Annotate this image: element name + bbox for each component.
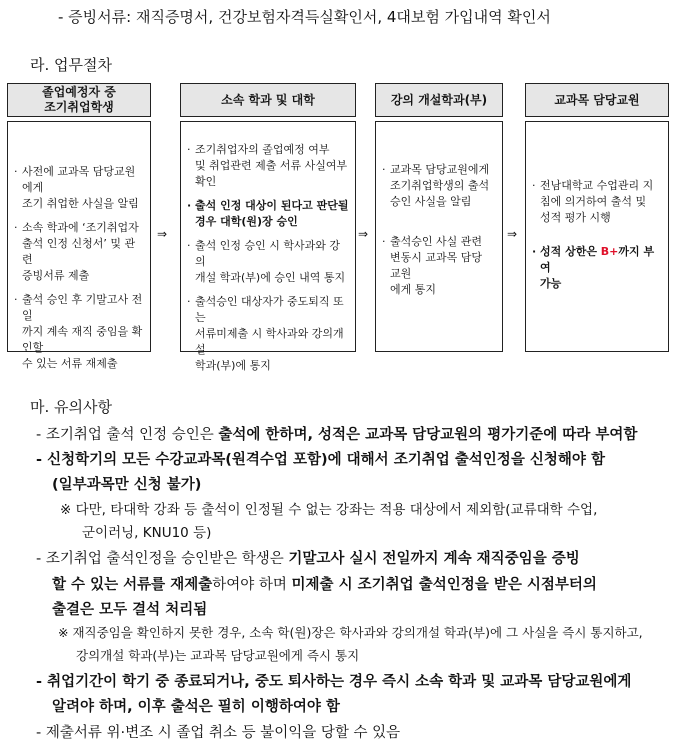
section-heading-notes: 마. 유의사항 [30, 398, 112, 416]
column-header-lecture-dept: 강의 개설학과(부) [375, 83, 503, 117]
column-body-student [7, 121, 151, 370]
bullet: · 교과목 담당교원에게 조기취업학생의 출석 승인 사실을 알림 [382, 162, 496, 210]
column-header-student: 졸업예정자 중 조기취업학생 [7, 83, 151, 117]
note-4: - 조기취업 출석인정을 승인받은 학생은 기말고사 실시 전일까지 계속 재직중임을 증빙 [36, 551, 580, 567]
note-7: - 제출서류 위·변조 시 졸업 취소 등 불이익을 당할 수 있음 [36, 725, 401, 741]
bullet: · 소속 학과에 ‘조기취업자 출석 인정 신청서’ 및 관련 증빙서류 제출 [14, 220, 144, 284]
bullet: · 전남대학교 수업관리 지 침에 의거하여 출석 및 성적 평가 시행 [532, 178, 662, 226]
arrow-icon: ⇒ [358, 227, 369, 241]
arrow-icon: ⇒ [507, 227, 518, 241]
grade-limit-highlight: B+ [600, 245, 619, 258]
column-body-instructor [525, 121, 669, 352]
note-4-cont: 할 수 있는 서류를 재제출하여야 하며 미제출 시 조기취업 출석인정을 받은 시점부터의 [52, 577, 597, 593]
bullet: · 출석 인정 승인 시 학사과와 강의 개설 학과(부)에 승인 내역 통지 [187, 238, 349, 286]
bullet: · 출석 승인 후 기말고사 전일 까지 계속 재직 중임을 확인할 수 있는 서류 재제출 [14, 292, 144, 372]
note-2: - 신청학기의 모든 수강교과목(원격수업 포함)에 대해서 조기취업 출석인정을 신청해야 함 [36, 452, 605, 468]
column-header-instructor: 교과목 담당교원 [525, 83, 669, 117]
bullet: · 사전에 교과목 담당교원에게 조기 취업한 사실을 알림 [14, 164, 144, 212]
column-header-department: 소속 학과 및 대학 [180, 83, 356, 117]
grade-limit-bullet: · 성적 상한은 B+까지 부여 가능 [532, 244, 662, 292]
column-body-department [180, 121, 356, 372]
note-4-cont2: 출결은 모두 결석 처리됨 [52, 602, 208, 618]
bullet: · 출석 인정 대상이 된다고 판단될 경우 대학(원)장 승인 [187, 198, 349, 230]
note-3-cont: 군이러닝, KNU10 등) [82, 525, 212, 541]
note-5-cont: 강의개설 학과(부)는 교과목 담당교원에게 즉시 통지 [76, 648, 360, 663]
note-6: - 취업기간이 학기 중 종료되거나, 중도 퇴사하는 경우 즉시 소속 학과 및 교과목 담당교원에게 [36, 674, 632, 690]
note-6-cont: 알려야 하며, 이후 출석은 필히 이행하여야 함 [52, 699, 340, 715]
note-3: ※ 다만, 타대학 강좌 등 출석이 인정될 수 없는 강좌는 적용 대상에서 제외함(교류대학 수업, [60, 502, 598, 518]
bullet: · 출석승인 대상자가 중도퇴직 또는 서류미제출 시 학사과와 강의개설 학과(부)에 통지 [187, 294, 349, 374]
bullet: · 조기취업자의 졸업예정 여부 및 취업관련 제출 서류 사실여부 확인 [187, 142, 349, 190]
note-1: - 조기취업 출석 인정 승인은 출석에 한하며, 성적은 교과목 담당교원의 평가기준에 따라 부여함 [36, 427, 638, 443]
column-body-lecture-dept [375, 121, 503, 352]
bullet: · 출석승인 사실 관련 변동시 교과목 담당 교원 에게 통지 [382, 234, 496, 298]
note-5: ※ 재직중임을 확인하지 못한 경우, 소속 학(원)장은 학사과와 강의개설 학과(부)에 그 사실을 즉시 통지하고, [58, 625, 643, 640]
note-2-cont: (일부과목만 신청 불가) [52, 477, 202, 493]
arrow-icon: ⇒ [157, 227, 168, 241]
section-heading-procedure: 라. 업무절차 [30, 56, 112, 74]
evidence-documents-line: - 증빙서류: 재직증명서, 건강보험자격득실확인서, 4대보험 가입내역 확인서 [58, 8, 551, 26]
